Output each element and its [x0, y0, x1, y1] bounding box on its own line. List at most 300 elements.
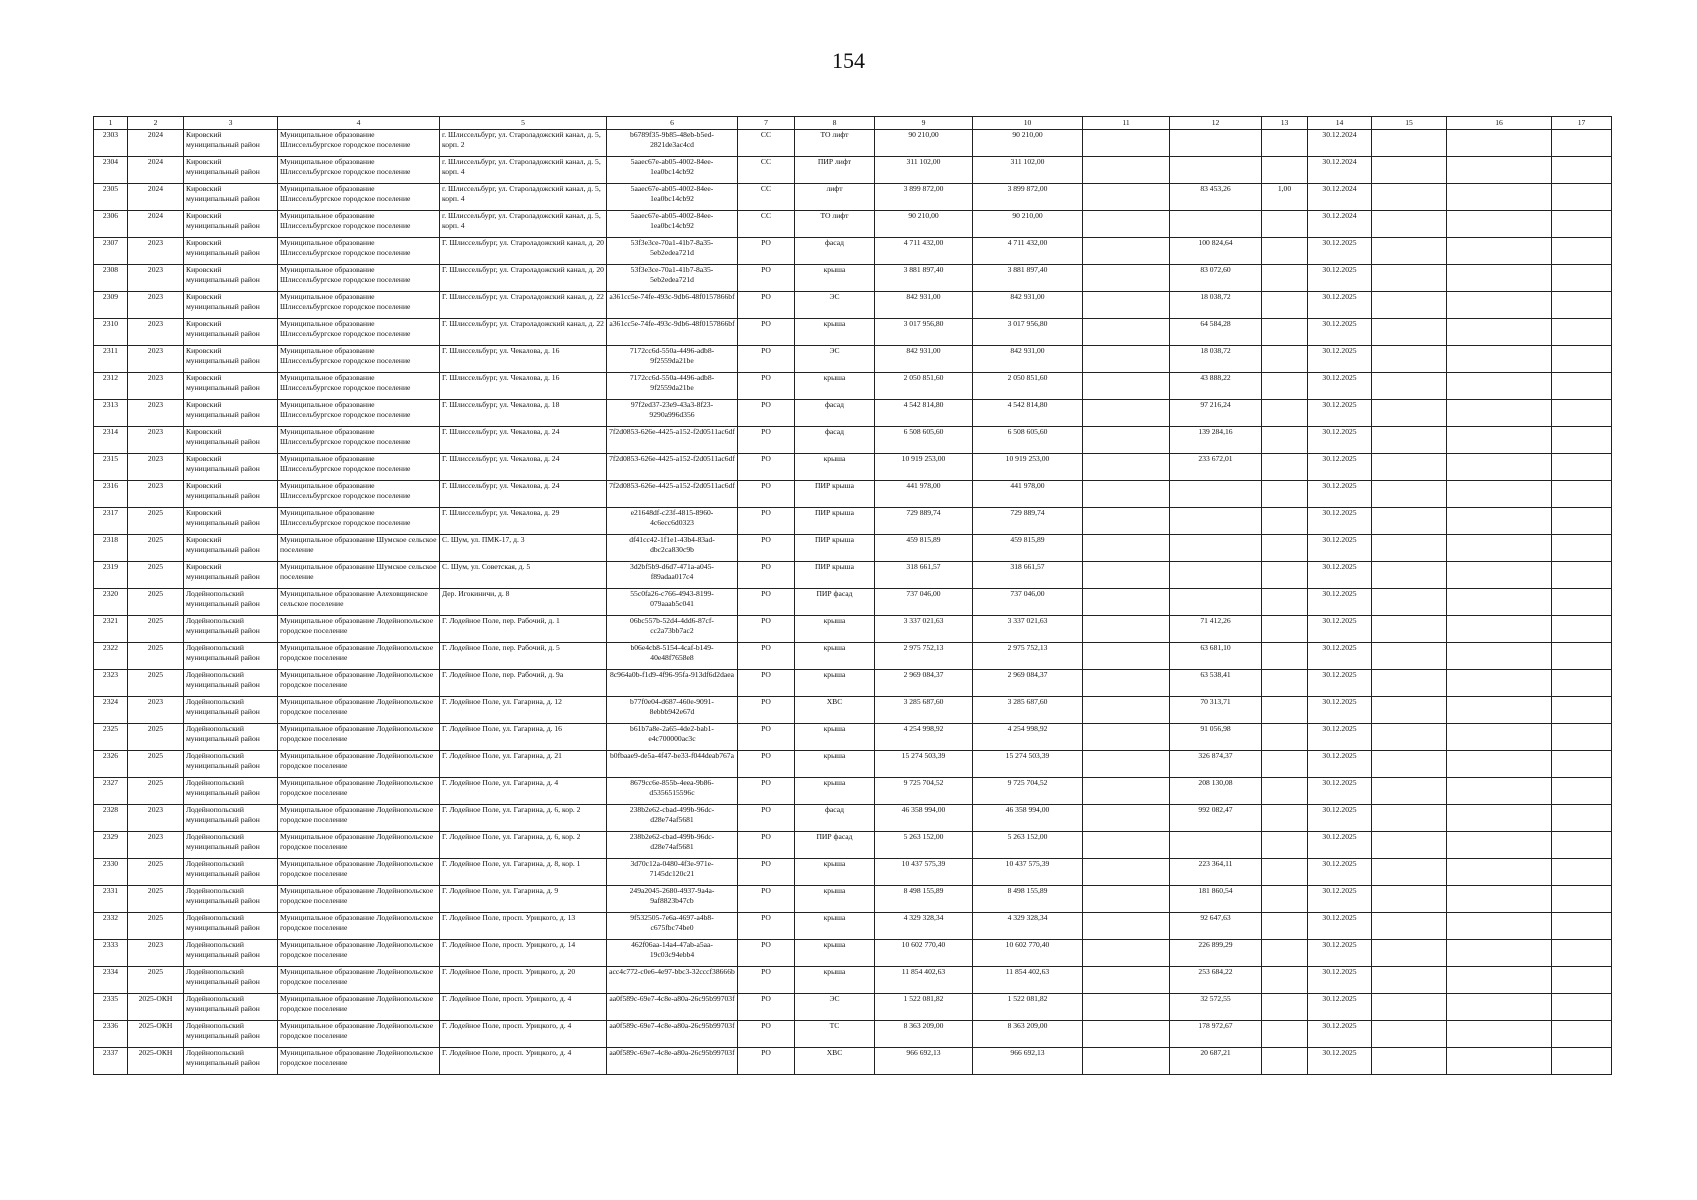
table-cell-col-17 [1552, 238, 1612, 265]
table-cell-col-8: крыша [795, 670, 875, 697]
data-table-container [93, 116, 1611, 1075]
table-cell-col-2: 2024 [128, 211, 184, 238]
table-cell-col-7: РО [738, 778, 795, 805]
table-cell-col-5: С. Шум, ул. Советская, д. 5 [440, 562, 607, 589]
table-cell-col-11 [1083, 913, 1170, 940]
table-cell-col-3: Лодейнопольский муниципальный район [184, 724, 278, 751]
table-cell-col-9: 10 919 253,00 [875, 454, 973, 481]
table-cell-col-8: ТО лифт [795, 130, 875, 157]
table-cell-col-4: Муниципальное образование Лодейнопольское городское поселение [278, 751, 440, 778]
table-cell-col-12: 100 824,64 [1170, 238, 1262, 265]
table-cell-col-3: Кировский муниципальный район [184, 562, 278, 589]
table-cell-col-15 [1372, 292, 1447, 319]
table-cell-col-10: 3 285 687,60 [973, 697, 1083, 724]
table-cell-col-1: 2303 [94, 130, 128, 157]
table-cell-col-6: b6789f35-9b85-48eb-b5ed-2821de3ac4cd [607, 130, 738, 157]
table-cell-col-7: РО [738, 643, 795, 670]
table-cell-col-2: 2025 [128, 535, 184, 562]
table-cell-col-5: Г. Шлиссельбург, ул. Чекалова, д. 18 [440, 400, 607, 427]
table-cell-col-11 [1083, 265, 1170, 292]
table-cell-col-4: Муниципальное образование Шумское сельское поселение [278, 562, 440, 589]
table-cell-col-15 [1372, 643, 1447, 670]
table-cell-col-16 [1447, 967, 1552, 994]
table-cell-col-17 [1552, 967, 1612, 994]
table-cell-col-10: 2 050 851,60 [973, 373, 1083, 400]
table-cell-col-11 [1083, 940, 1170, 967]
table-row [94, 724, 1612, 751]
table-cell-col-12: 91 056,98 [1170, 724, 1262, 751]
column-header-13: 13 [1262, 117, 1308, 130]
table-cell-col-2: 2023 [128, 454, 184, 481]
table-cell-col-8: крыша [795, 643, 875, 670]
table-cell-col-8: ХВС [795, 1048, 875, 1075]
table-cell-col-2: 2025 [128, 643, 184, 670]
column-header-11: 11 [1083, 117, 1170, 130]
table-row [94, 562, 1612, 589]
table-cell-col-5: Г. Лодейное Поле, ул. Гагарина, д. 8, кор. 1 [440, 859, 607, 886]
table-cell-col-15 [1372, 157, 1447, 184]
table-cell-col-11 [1083, 508, 1170, 535]
table-cell-col-16 [1447, 670, 1552, 697]
table-cell-col-7: РО [738, 589, 795, 616]
table-row [94, 886, 1612, 913]
table-cell-col-6: 55c0fa26-c766-4943-8199-079aaab5c041 [607, 589, 738, 616]
table-cell-col-10: 5 263 152,00 [973, 832, 1083, 859]
table-cell-col-10: 311 102,00 [973, 157, 1083, 184]
table-cell-col-17 [1552, 400, 1612, 427]
table-cell-col-15 [1372, 913, 1447, 940]
table-cell-col-12: 223 364,11 [1170, 859, 1262, 886]
table-cell-col-15 [1372, 400, 1447, 427]
table-cell-col-8: фасад [795, 427, 875, 454]
table-cell-col-16 [1447, 130, 1552, 157]
table-cell-col-1: 2330 [94, 859, 128, 886]
table-cell-col-1: 2328 [94, 805, 128, 832]
table-cell-col-17 [1552, 1048, 1612, 1075]
table-cell-col-12 [1170, 832, 1262, 859]
table-cell-col-11 [1083, 292, 1170, 319]
table-cell-col-7: РО [738, 724, 795, 751]
table-cell-col-2: 2023 [128, 697, 184, 724]
table-row [94, 805, 1612, 832]
table-row [94, 751, 1612, 778]
table-cell-col-17 [1552, 886, 1612, 913]
table-cell-col-1: 2322 [94, 643, 128, 670]
table-cell-col-1: 2334 [94, 967, 128, 994]
table-cell-col-2: 2025-ОКН [128, 1021, 184, 1048]
table-cell-col-4: Муниципальное образование Шлиссельбургское городское поселение [278, 157, 440, 184]
table-cell-col-9: 4 329 328,34 [875, 913, 973, 940]
table-cell-col-17 [1552, 616, 1612, 643]
table-cell-col-16 [1447, 508, 1552, 535]
table-cell-col-17 [1552, 859, 1612, 886]
table-cell-col-8: крыша [795, 265, 875, 292]
table-cell-col-3: Кировский муниципальный район [184, 400, 278, 427]
table-row [94, 454, 1612, 481]
table-cell-col-12: 226 899,29 [1170, 940, 1262, 967]
table-cell-col-16 [1447, 562, 1552, 589]
table-cell-col-14: 30.12.2024 [1308, 211, 1372, 238]
table-cell-col-6: 9f532505-7e6a-4697-a4b8-c675fbc74be0 [607, 913, 738, 940]
table-cell-col-11 [1083, 454, 1170, 481]
table-cell-col-15 [1372, 562, 1447, 589]
table-cell-col-4: Муниципальное образование Лодейнопольское городское поселение [278, 832, 440, 859]
column-header-9: 9 [875, 117, 973, 130]
column-header-4: 4 [278, 117, 440, 130]
table-cell-col-17 [1552, 994, 1612, 1021]
table-cell-col-8: ЭС [795, 292, 875, 319]
table-cell-col-16 [1447, 346, 1552, 373]
column-header-10: 10 [973, 117, 1083, 130]
table-row [94, 1048, 1612, 1075]
table-cell-col-10: 11 854 402,63 [973, 967, 1083, 994]
table-cell-col-16 [1447, 751, 1552, 778]
table-cell-col-11 [1083, 697, 1170, 724]
table-cell-col-16 [1447, 1048, 1552, 1075]
table-row [94, 373, 1612, 400]
table-cell-col-13 [1262, 346, 1308, 373]
table-cell-col-15 [1372, 265, 1447, 292]
table-cell-col-15 [1372, 940, 1447, 967]
table-cell-col-5: г. Шлиссельбург, ул. Староладожский канал, д. 5, корп. 4 [440, 157, 607, 184]
table-cell-col-12: 32 572,55 [1170, 994, 1262, 1021]
table-cell-col-13 [1262, 994, 1308, 1021]
table-cell-col-16 [1447, 724, 1552, 751]
table-cell-col-16 [1447, 913, 1552, 940]
table-cell-col-17 [1552, 292, 1612, 319]
table-cell-col-7: РО [738, 1048, 795, 1075]
table-cell-col-7: РО [738, 697, 795, 724]
table-cell-col-8: лифт [795, 184, 875, 211]
table-cell-col-15 [1372, 238, 1447, 265]
table-cell-col-12: 20 687,21 [1170, 1048, 1262, 1075]
table-cell-col-4: Муниципальное образование Лодейнопольское городское поселение [278, 940, 440, 967]
table-cell-col-9: 318 661,57 [875, 562, 973, 589]
table-cell-col-7: РО [738, 913, 795, 940]
table-row [94, 859, 1612, 886]
table-cell-col-12: 18 038,72 [1170, 292, 1262, 319]
column-header-8: 8 [795, 117, 875, 130]
table-cell-col-13 [1262, 589, 1308, 616]
table-cell-col-14: 30.12.2025 [1308, 616, 1372, 643]
table-cell-col-10: 9 725 704,52 [973, 778, 1083, 805]
table-cell-col-3: Лодейнопольский муниципальный район [184, 886, 278, 913]
table-cell-col-7: РО [738, 805, 795, 832]
table-cell-col-6: b06e4cb8-5154-4caf-b149-40e48f7658e8 [607, 643, 738, 670]
table-cell-col-15 [1372, 454, 1447, 481]
table-cell-col-6: 8c964a0b-f1d9-4f96-95fa-913df6d2daea [607, 670, 738, 697]
table-cell-col-12: 97 216,24 [1170, 400, 1262, 427]
table-cell-col-10: 737 046,00 [973, 589, 1083, 616]
table-cell-col-4: Муниципальное образование Лодейнопольское городское поселение [278, 1021, 440, 1048]
table-cell-col-1: 2313 [94, 400, 128, 427]
table-cell-col-5: Г. Шлиссельбург, ул. Староладожский канал, д. 20 [440, 265, 607, 292]
column-header-14: 14 [1308, 117, 1372, 130]
table-cell-col-10: 842 931,00 [973, 292, 1083, 319]
table-cell-col-2: 2023 [128, 319, 184, 346]
table-cell-col-3: Кировский муниципальный район [184, 238, 278, 265]
table-cell-col-2: 2025 [128, 967, 184, 994]
table-cell-col-12: 71 412,26 [1170, 616, 1262, 643]
table-cell-col-8: ТС [795, 1021, 875, 1048]
table-cell-col-9: 441 978,00 [875, 481, 973, 508]
table-cell-col-7: СС [738, 211, 795, 238]
table-cell-col-14: 30.12.2024 [1308, 157, 1372, 184]
table-cell-col-15 [1372, 751, 1447, 778]
table-row [94, 508, 1612, 535]
table-cell-col-15 [1372, 184, 1447, 211]
table-cell-col-15 [1372, 670, 1447, 697]
table-cell-col-3: Кировский муниципальный район [184, 508, 278, 535]
table-cell-col-3: Кировский муниципальный район [184, 211, 278, 238]
table-cell-col-3: Кировский муниципальный район [184, 454, 278, 481]
table-row [94, 670, 1612, 697]
table-row [94, 913, 1612, 940]
table-cell-col-13 [1262, 616, 1308, 643]
table-cell-col-10: 3 017 956,80 [973, 319, 1083, 346]
table-cell-col-9: 3 285 687,60 [875, 697, 973, 724]
table-cell-col-9: 4 254 998,92 [875, 724, 973, 751]
table-cell-col-17 [1552, 427, 1612, 454]
table-cell-col-6: 238b2e62-cbad-499b-96dc-d28e74af5681 [607, 805, 738, 832]
table-cell-col-7: РО [738, 859, 795, 886]
page-number: 154 [832, 48, 865, 73]
table-cell-col-13 [1262, 643, 1308, 670]
table-cell-col-11 [1083, 157, 1170, 184]
table-cell-col-6: 53f3e3ce-70a1-41b7-8a35-5eb2edea721d [607, 238, 738, 265]
column-header-12: 12 [1170, 117, 1262, 130]
table-cell-col-13 [1262, 1048, 1308, 1075]
table-cell-col-10: 2 975 752,13 [973, 643, 1083, 670]
table-cell-col-2: 2024 [128, 157, 184, 184]
table-cell-col-11 [1083, 670, 1170, 697]
table-cell-col-14: 30.12.2025 [1308, 589, 1372, 616]
column-header-6: 6 [607, 117, 738, 130]
table-cell-col-1: 2306 [94, 211, 128, 238]
table-cell-col-7: РО [738, 292, 795, 319]
table-body [94, 130, 1612, 1075]
table-cell-col-7: РО [738, 967, 795, 994]
table-cell-col-13 [1262, 778, 1308, 805]
table-row [94, 481, 1612, 508]
table-row [94, 184, 1612, 211]
table-cell-col-4: Муниципальное образование Шлиссельбургское городское поселение [278, 508, 440, 535]
table-cell-col-5: Г. Лодейное Поле, просп. Урицкого, д. 13 [440, 913, 607, 940]
table-cell-col-10: 1 522 081,82 [973, 994, 1083, 1021]
table-cell-col-12: 208 130,08 [1170, 778, 1262, 805]
table-cell-col-9: 311 102,00 [875, 157, 973, 184]
table-cell-col-8: крыша [795, 778, 875, 805]
table-cell-col-13 [1262, 751, 1308, 778]
table-cell-col-6: 7172cc6d-550a-4496-adb8-9f2559da21be [607, 373, 738, 400]
table-cell-col-17 [1552, 535, 1612, 562]
table-cell-col-2: 2025 [128, 778, 184, 805]
table-cell-col-10: 4 329 328,34 [973, 913, 1083, 940]
table-cell-col-13 [1262, 454, 1308, 481]
table-cell-col-14: 30.12.2025 [1308, 535, 1372, 562]
table-cell-col-14: 30.12.2025 [1308, 913, 1372, 940]
table-cell-col-13 [1262, 1021, 1308, 1048]
table-cell-col-10: 2 969 084,37 [973, 670, 1083, 697]
table-cell-col-3: Кировский муниципальный район [184, 319, 278, 346]
table-cell-col-5: Г. Шлиссельбург, ул. Чекалова, д. 24 [440, 427, 607, 454]
table-cell-col-4: Муниципальное образование Шлиссельбургское городское поселение [278, 184, 440, 211]
table-cell-col-15 [1372, 589, 1447, 616]
table-cell-col-7: СС [738, 184, 795, 211]
table-cell-col-15 [1372, 886, 1447, 913]
table-row [94, 697, 1612, 724]
table-cell-col-8: ЭС [795, 994, 875, 1021]
table-cell-col-12: 326 874,37 [1170, 751, 1262, 778]
table-cell-col-5: Г. Лодейное Поле, ул. Гагарина, д. 9 [440, 886, 607, 913]
table-cell-col-13 [1262, 157, 1308, 184]
table-cell-col-7: РО [738, 265, 795, 292]
table-cell-col-11 [1083, 184, 1170, 211]
table-cell-col-16 [1447, 211, 1552, 238]
table-cell-col-14: 30.12.2025 [1308, 373, 1372, 400]
table-cell-col-13 [1262, 886, 1308, 913]
table-cell-col-3: Кировский муниципальный район [184, 265, 278, 292]
table-cell-col-16 [1447, 400, 1552, 427]
table-cell-col-15 [1372, 832, 1447, 859]
table-cell-col-11 [1083, 1021, 1170, 1048]
table-cell-col-7: РО [738, 400, 795, 427]
table-cell-col-17 [1552, 589, 1612, 616]
table-cell-col-15 [1372, 319, 1447, 346]
table-cell-col-2: 2025 [128, 589, 184, 616]
table-cell-col-13 [1262, 913, 1308, 940]
table-cell-col-14: 30.12.2025 [1308, 994, 1372, 1021]
table-cell-col-9: 2 050 851,60 [875, 373, 973, 400]
table-cell-col-6: aa0f589c-69e7-4c8e-a80a-26c95b99703f [607, 1048, 738, 1075]
table-cell-col-8: ХВС [795, 697, 875, 724]
table-cell-col-9: 4 711 432,00 [875, 238, 973, 265]
table-cell-col-9: 3 337 021,63 [875, 616, 973, 643]
table-cell-col-4: Муниципальное образование Лодейнопольское городское поселение [278, 994, 440, 1021]
table-cell-col-6: df41cc42-1f1e1-43b4-83ad-dbc2ca830c9b [607, 535, 738, 562]
table-cell-col-14: 30.12.2025 [1308, 481, 1372, 508]
table-row [94, 319, 1612, 346]
table-cell-col-14: 30.12.2025 [1308, 454, 1372, 481]
table-cell-col-9: 46 358 994,00 [875, 805, 973, 832]
table-cell-col-16 [1447, 157, 1552, 184]
table-row [94, 535, 1612, 562]
table-row [94, 292, 1612, 319]
table-cell-col-7: РО [738, 670, 795, 697]
table-cell-col-17 [1552, 805, 1612, 832]
table-cell-col-9: 459 815,89 [875, 535, 973, 562]
table-cell-col-7: РО [738, 346, 795, 373]
table-cell-col-15 [1372, 616, 1447, 643]
table-cell-col-1: 2315 [94, 454, 128, 481]
table-cell-col-8: ТО лифт [795, 211, 875, 238]
table-cell-col-9: 10 602 770,40 [875, 940, 973, 967]
table-row [94, 211, 1612, 238]
table-cell-col-11 [1083, 238, 1170, 265]
table-cell-col-8: крыша [795, 751, 875, 778]
table-cell-col-1: 2318 [94, 535, 128, 562]
table-cell-col-3: Лодейнопольский муниципальный район [184, 832, 278, 859]
table-cell-col-14: 30.12.2025 [1308, 643, 1372, 670]
table-cell-col-4: Муниципальное образование Лодейнопольское городское поселение [278, 616, 440, 643]
table-cell-col-16 [1447, 184, 1552, 211]
table-cell-col-6: 53f3e3ce-70a1-41b7-8a35-5eb2edea721d [607, 265, 738, 292]
table-cell-col-9: 15 274 503,39 [875, 751, 973, 778]
table-cell-col-7: РО [738, 940, 795, 967]
table-cell-col-1: 2337 [94, 1048, 128, 1075]
table-cell-col-17 [1552, 724, 1612, 751]
table-row [94, 1021, 1612, 1048]
table-cell-col-12: 178 972,67 [1170, 1021, 1262, 1048]
table-cell-col-11 [1083, 778, 1170, 805]
table-cell-col-8: ПИР крыша [795, 481, 875, 508]
table-cell-col-2: 2023 [128, 427, 184, 454]
table-cell-col-8: крыша [795, 967, 875, 994]
table-cell-col-3: Кировский муниципальный район [184, 346, 278, 373]
table-cell-col-2: 2023 [128, 400, 184, 427]
table-cell-col-9: 3 899 872,00 [875, 184, 973, 211]
table-cell-col-8: ПИР крыша [795, 508, 875, 535]
table-cell-col-9: 3 881 897,40 [875, 265, 973, 292]
table-cell-col-14: 30.12.2025 [1308, 319, 1372, 346]
table-cell-col-5: Г. Лодейное Поле, ул. Гагарина, д. 16 [440, 724, 607, 751]
table-cell-col-11 [1083, 805, 1170, 832]
table-cell-col-13 [1262, 724, 1308, 751]
table-cell-col-11 [1083, 373, 1170, 400]
table-cell-col-2: 2025 [128, 913, 184, 940]
table-cell-col-5: Г. Лодейное Поле, ул. Гагарина, д. 6, кор. 2 [440, 832, 607, 859]
table-cell-col-6: 5aaec67e-ab05-4002-84ee-1ea0bc14cb92 [607, 184, 738, 211]
table-cell-col-4: Муниципальное образование Шлиссельбургское городское поселение [278, 454, 440, 481]
table-cell-col-6: a361cc5e-74fe-493c-9db6-48f0157866bf [607, 292, 738, 319]
table-cell-col-5: Г. Лодейное Поле, пер. Рабочий, д. 1 [440, 616, 607, 643]
table-cell-col-8: крыша [795, 724, 875, 751]
table-cell-col-8: крыша [795, 319, 875, 346]
table-cell-col-11 [1083, 994, 1170, 1021]
table-cell-col-11 [1083, 859, 1170, 886]
table-cell-col-9: 8 498 155,89 [875, 886, 973, 913]
table-cell-col-1: 2320 [94, 589, 128, 616]
table-cell-col-9: 8 363 209,00 [875, 1021, 973, 1048]
table-cell-col-1: 2326 [94, 751, 128, 778]
table-cell-col-12: 253 684,22 [1170, 967, 1262, 994]
table-cell-col-12: 992 082,47 [1170, 805, 1262, 832]
table-cell-col-13 [1262, 292, 1308, 319]
table-cell-col-11 [1083, 1048, 1170, 1075]
table-cell-col-13: 1,00 [1262, 184, 1308, 211]
table-cell-col-2: 2023 [128, 373, 184, 400]
table-cell-col-5: г. Шлиссельбург, ул. Староладожский канал, д. 5, корп. 4 [440, 211, 607, 238]
table-cell-col-14: 30.12.2025 [1308, 805, 1372, 832]
table-cell-col-2: 2025 [128, 859, 184, 886]
table-cell-col-1: 2321 [94, 616, 128, 643]
table-cell-col-17 [1552, 913, 1612, 940]
table-cell-col-12: 233 672,01 [1170, 454, 1262, 481]
table-cell-col-9: 6 508 605,60 [875, 427, 973, 454]
table-cell-col-10: 8 498 155,89 [973, 886, 1083, 913]
table-cell-col-4: Муниципальное образование Шлиссельбургское городское поселение [278, 130, 440, 157]
table-cell-col-12: 83 072,60 [1170, 265, 1262, 292]
table-cell-col-12: 63 538,41 [1170, 670, 1262, 697]
table-cell-col-10: 3 337 021,63 [973, 616, 1083, 643]
table-cell-col-17 [1552, 697, 1612, 724]
table-cell-col-8: крыша [795, 940, 875, 967]
table-cell-col-16 [1447, 319, 1552, 346]
table-cell-col-16 [1447, 697, 1552, 724]
table-cell-col-4: Муниципальное образование Лодейнопольское городское поселение [278, 805, 440, 832]
table-cell-col-12 [1170, 562, 1262, 589]
table-cell-col-16 [1447, 832, 1552, 859]
